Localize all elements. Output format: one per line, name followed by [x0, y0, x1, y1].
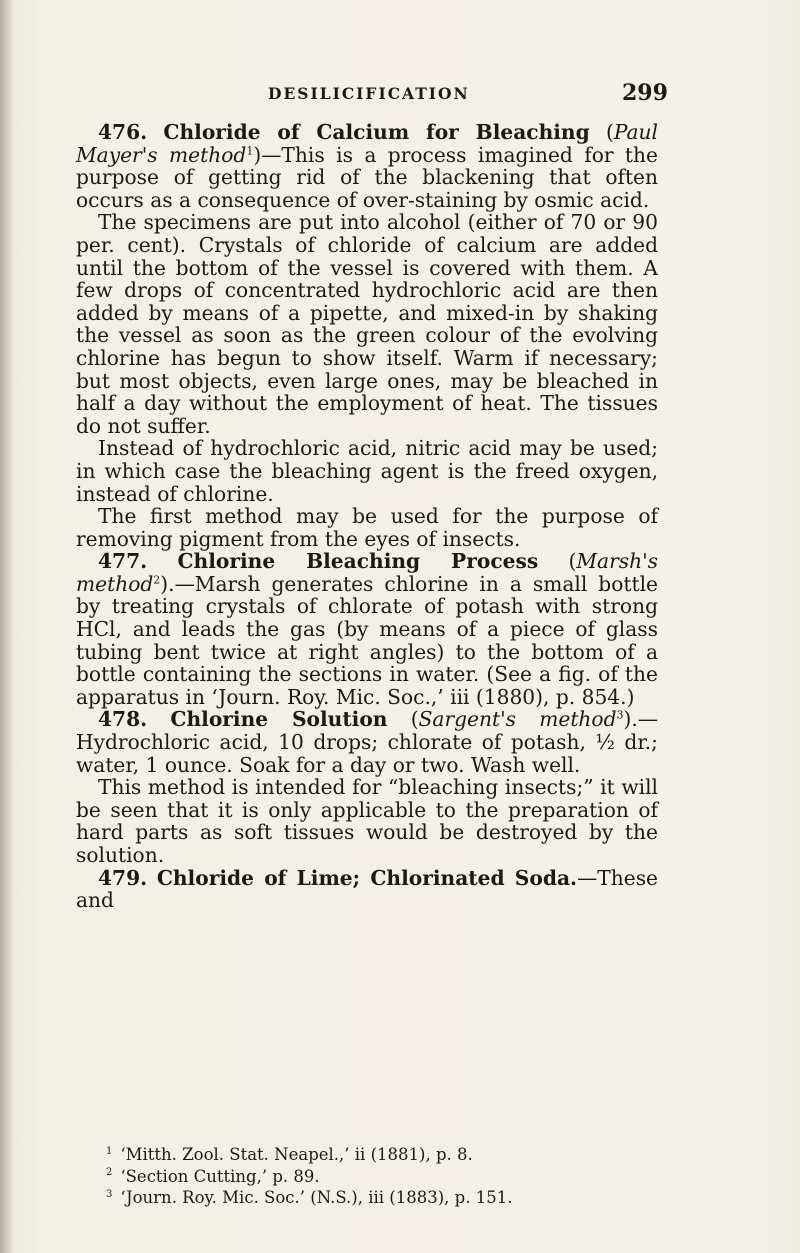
page-header	[0, 80, 800, 108]
section-heading: Chlorine Solution	[170, 707, 388, 732]
footnote	[106, 1187, 666, 1209]
paragraph: Instead of hydrochloric acid, nitric acid may be used; in which case the bleaching agent is the freed oxygen, instead of chlorine.	[76, 436, 658, 506]
section-479	[76, 867, 658, 912]
section-number: 478.	[98, 707, 148, 732]
section-text: —These and	[76, 865, 659, 913]
footnote-ref: 3	[616, 708, 624, 722]
section-heading: Chloride of Calcium for Bleaching	[163, 120, 590, 144]
section-text: .—Hydrochloric acid, 10 drops; chlorate of potash, ½ dr.; water, 1 ounce. Soak for a day or two. Wash well.	[76, 707, 659, 777]
paragraph: The first method may be used for the purpose of removing pigment from the eyes of insects.	[76, 504, 658, 551]
section-number: 477.	[98, 549, 148, 574]
footnote-mark: 1	[106, 1145, 113, 1157]
body-text	[76, 121, 658, 912]
section-476: 476. Chloride of Calcium for Bleaching (Paul Mayer's method$^1$)—This is a process imagined for the purpose of getting rid of the blackening that often occurs as a consequence of over-staining by osmic acid.	[76, 120, 659, 212]
paragraph: The specimens are put into alcohol (either of 70 or 90 per. cent). Crystals of chloride of calcium are added until the bottom of the vessel is covered with them. A few drops of concentrated hydrochloric acid are then added by means of a pipette, and mixed-in by shaking the vessel as soon as the green colour of the evolving chlorine has begun to show itself. Warm if necessary; but most objects, even large ones, may be bleached in half a day without the employment of heat. The tissues do not suffer.	[76, 210, 658, 438]
footnote	[106, 1166, 666, 1188]
section-number: 479.	[98, 865, 148, 890]
footnote-ref: 1	[246, 143, 254, 157]
page-edge-shadow	[0, 0, 14, 1253]
footnote-text: ‘Mitth. Zool. Stat. Neapel.,’ ii (1881), p. 8.	[120, 1145, 473, 1164]
footnote	[106, 1144, 666, 1166]
section-text: .—Marsh generates chlorine in a small bottle by treating crystals of chlorate of potash with strong HCl, and leads the gas (by means of a piece of glass tubing bent twice at right angles) to the bottom of a bottle containing the sections in water. (See a fig. of the apparatus in ‘Journ. Roy. Mic. Soc.,’ iii (1880), p. 854.)	[76, 571, 658, 709]
section-text: —This is a process imagined for the purpose of getting rid of the blackening that often occurs as a consequence of over-staining by osmic acid.	[76, 142, 658, 212]
footnotes	[106, 1144, 666, 1209]
running-head: DESILICIFICATION	[268, 84, 470, 103]
footnote-ref: 2	[153, 573, 161, 587]
section-number: 476.	[98, 120, 148, 144]
method-name: Marsh's method	[76, 549, 659, 596]
method-name: Sargent's method	[418, 707, 617, 732]
paragraph: This method is intended for “bleaching insects;” it will be seen that it is only applicable to the preparation of hard parts as soft tissues would be destroyed by the solution.	[76, 775, 658, 867]
footnote-mark: 2	[106, 1167, 113, 1178]
method-name: Paul Mayer's method	[76, 120, 659, 167]
footnote-text: ‘Section Cutting,’ p. 89.	[120, 1166, 320, 1186]
section-478: 478. Chlorine Solution (Sargent's method$^3$).—Hydrochloric acid, 10 drops; chlorate of potash, ½ dr.; water, 1 ounce. Soak for a day or two. Wash well.	[76, 707, 659, 777]
section-heading: Chloride of Lime; Chlorinated Soda.	[156, 865, 578, 890]
section-heading: Chlorine Bleaching Process	[177, 549, 539, 574]
section-477: 477. Chlorine Bleaching Process (Marsh's method$^2$).—Marsh generates chlorine in a small bottle by treating crystals of chlorate of potash with strong HCl, and leads the gas (by means of a piece of glass tubing bent twice at right angles) to the bottom of a bottle containing the sections in water. (See a fig. of the apparatus in ‘Journ. Roy. Mic. Soc.,’ iii (1880), p. 854.)	[76, 549, 659, 709]
footnote-mark: 3	[106, 1188, 113, 1200]
footnote-text: ‘Journ. Roy. Mic. Soc.’ (N.S.), iii (1883), p. 151.	[120, 1188, 513, 1207]
page-number: 299	[622, 80, 668, 106]
